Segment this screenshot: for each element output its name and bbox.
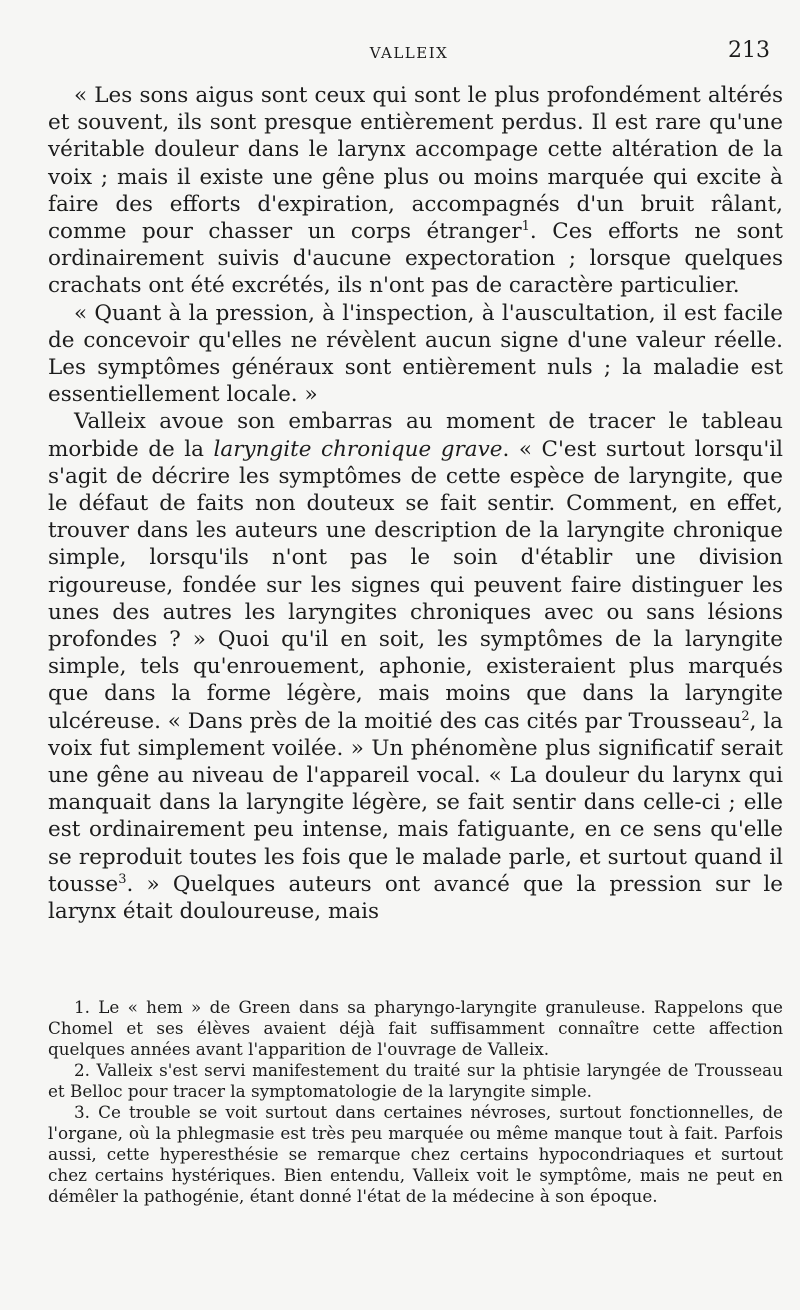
paragraph-1-text: « Les sons aigus sont ceux qui sont le plus profondément altérés et souvent, ils sont presque entièrement perdus. Il est rare qu'une véritable douleur dans le larynx accompage cette altération de la voix ; mais il existe une gêne plus ou moins marquée qui excite à faire des efforts d'expiration, accompagnés d'un bruit râlant, comme pour chasser un corps étranger [48,83,783,245]
paragraph-3-text-b: . « C'est surtout lorsqu'il s'agit de décrire les symptômes de cette espèce de laryngite, que le défaut de faits non douteux se fait sentir. Comment, en effet, trouver dans les auteurs une description de la laryngite chronique simple, lorsqu'ils n'ont pas le soin d'établir une division rigoureuse, fondée sur les signes qui peuvent faire distinguer les unes des autres les laryngites chroniques avec ou sans lésions profondes ? » Quoi qu'il en soit, les symptômes de la laryngite simple, tels qu'enrouement, aphonie, existeraient plus marqués que dans la forme légère, mais moins que dans la laryngite ulcéreuse. « Dans près de la moitié des cas cités par Trousseau [48,436,783,734]
paragraph-2: « Quant à la pression, à l'inspection, à l'auscultation, il est facile de concevoir qu'elles ne révèlent aucun signe d'une valeur réelle. Les symptômes généraux sont entièrement nuls ; la maladie est essentiellement locale. » [48,300,783,408]
paragraph-3-text-a: Valleix avoue son embarras au moment de tracer le tableau morbide de la [48,409,783,462]
footnote-ref-2: 2 [741,708,750,724]
footnote-1: 1. Le « hem » de Green dans sa pharyngo-laryngite granuleuse. Rappelons que Chomel et ses élèves avaient déjà fait suffisamment connaître cette affection quelques années avant l'apparition de l'ouvrage de Valleix. [48,997,783,1059]
paragraph-1-end: . Ces efforts ne sont ordinairement suivis d'aucune expectoration ; lorsque quelques crachats ont été excrétés, ils n'ont pas de caractère particulier. [48,219,783,299]
page-header [48,38,770,68]
body-text [48,82,783,925]
footnote-3: 3. Ce trouble se voit surtout dans certaines névroses, surtout fonctionnelles, de l'organe, où la phlegmasie est très peu marquée ou même manque tout à fait. Parfois aussi, cette hyperesthésie se remarque chez certains hypocondriaques et surtout chez certains hystériques. Bien entendu, Valleix voit le symptôme, mais ne peut en démêler la pathogénie, étant donné l'état de la médecine à son époque. [48,1102,783,1206]
footnote-ref-1: 1 [521,218,530,234]
footnote-2: 2. Valleix s'est servi manifestement du traité sur la phtisie laryngée de Trousseau et Belloc pour tracer la symptomatologie de la laryngite simple. [48,1060,783,1101]
paragraph-1 [48,82,783,300]
paragraph-3-text-c: , la voix fut simplement voilée. » Un phénomène plus significatif serait une gêne au niveau de l'appareil vocal. « La douleur du larynx qui manquait dans la laryngite légère, se fait sentir dans celle-ci ; elle est ordinairement peu intense, mais fatiguante, en ce sens qu'elle se reproduit toutes les fois que le malade parle, et surtout quand il tousse [48,708,783,897]
paragraph-3-text-d: . » Quelques auteurs ont avancé que la pression sur le larynx était douloureuse, mais [48,871,783,925]
page-number: 213 [728,38,770,63]
paragraph-3 [48,408,783,925]
italic-term: laryngite chronique grave [213,436,503,462]
footnotes [48,997,783,1207]
running-head: VALLEIX [369,44,449,62]
footnote-ref-3: 3 [118,871,127,887]
